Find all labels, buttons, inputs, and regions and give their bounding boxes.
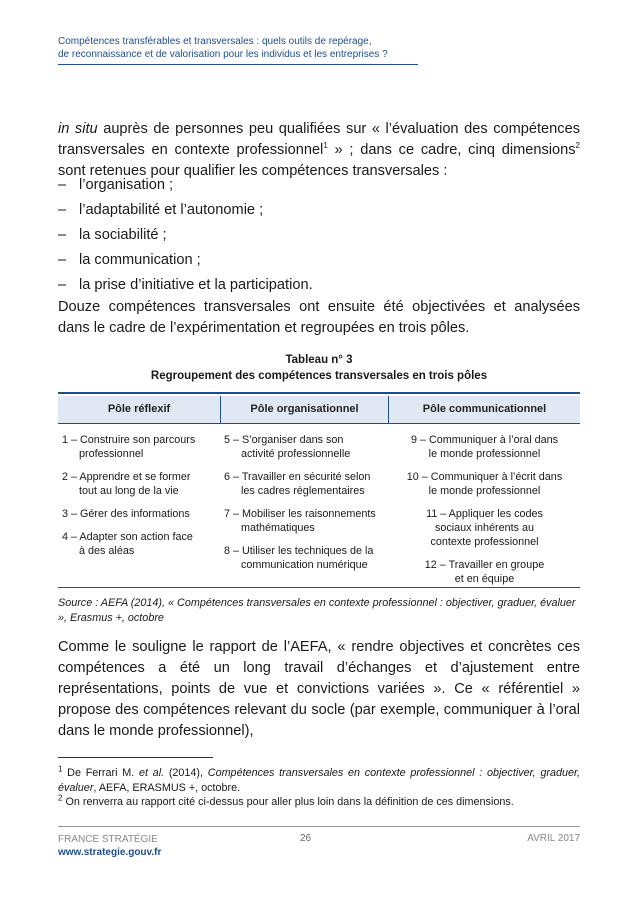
list-item-text: l’adaptabilité et l’autonomie ; [79,202,264,218]
footnote-number: 1 [58,764,63,774]
table-number: Tableau n° 3 [285,354,353,366]
list-item-text: l’organisation ; [79,177,174,193]
cell-line: le monde professionnel [428,485,541,497]
cell-line: contexte professionnel [430,536,539,548]
table-title: Regroupement des compétences transversales en trois pôles [150,370,488,382]
cell-line: activité professionnelle [241,448,351,460]
table-top-rule [58,392,580,394]
fn1-etal: et al. [138,767,165,779]
table-column-reflexif [62,433,217,567]
header-rule [58,64,418,65]
cell-line: communication numérique [241,559,368,571]
cell-line: tout au long de la vie [79,485,179,497]
table-header-row [58,396,580,423]
footer-rule [58,826,580,827]
italic-in-situ: in situ [58,121,98,137]
cell-line: 8 – Utiliser les techniques de la [224,545,374,557]
cell-line: 3 – Gérer des informations [62,508,190,520]
footnote-1 [58,766,580,796]
footnote-ref-1[interactable]: 1 [323,141,328,151]
bullet-dash: – [58,277,67,293]
cell-line: les cadres réglementaires [241,485,365,497]
bullet-dash: – [58,252,67,268]
fn1-text: , AEFA, ERASMUS +, octobre. [93,782,241,794]
paragraph-douze: Douze compétences transversales ont ensuite été objectivées et analysées dans le cadre de l’expérimentation et regroupées en trois pôles. [58,299,580,336]
cell-line: et en équipe [454,573,515,585]
table-cell [389,558,580,586]
paragraph-aefa: Comme le souligne le rapport de l’AEFA, « rendre objectives et concrètes ces compétences a été un long travail d’échanges et d’ajustement entre représentations, points de vue et convictions variées ». Ce « référentiel » propose des compétences relevant du socle (par exemple, communiquer à l’oral dans le monde professionnel), [58,639,580,739]
table-cell [389,470,580,498]
cell-line: sociaux inhérents au [434,522,535,534]
running-header-line-2: de reconnaissance et de valorisation pour les individus et les entreprises ? [58,49,388,60]
footnote-2 [58,795,580,810]
bullet-dash: – [58,177,67,193]
cell-line: à des aléas [79,545,135,557]
cell-line: 4 – Adapter son action face [62,531,193,543]
table-header-cell: Pôle réflexif [107,403,171,415]
para1-text-b: » ; dans ce cadre, cinq dimensions [327,142,576,158]
table-cell [389,433,580,461]
list-item [58,173,580,198]
table-column-communicationnel [389,433,580,595]
para1-text-a: auprès de personnes peu qualifiées sur « l’évaluation des compétences transversales en contexte professionnel [58,121,580,158]
table-cell [224,544,389,572]
footnote-number: 2 [58,793,63,803]
table-column-organisationnel [224,433,389,581]
table-cell [224,470,389,498]
dimension-list [58,173,580,298]
fn1-title: Compétences transversales en contexte professionnel : objectiver, graduer, évaluer [58,767,580,794]
cell-line: 9 – Communiquer à l’oral dans [410,434,559,446]
cell-line: 2 – Apprendre et se former [62,471,191,483]
cell-line: 10 – Communiquer à l’écrit dans [406,471,563,483]
table-cell [62,470,217,498]
footer-url-link[interactable]: www.strategie.gouv.fr [58,847,162,858]
cell-line: le monde professionnel [428,448,541,460]
table-source: Source : AEFA (2014), « Compétences transversales en contexte professionnel : objectiver, graduer, évaluer », Erasmus +, octobre [58,597,576,624]
table-cell [62,433,217,461]
bullet-dash: – [58,202,67,218]
list-item [58,273,580,298]
list-item-text: la prise d’initiative et la participation. [79,277,313,293]
table-cell [224,433,389,461]
footer-org-block [58,833,161,859]
footnote-ref-2[interactable]: 2 [575,141,580,151]
list-item [58,198,580,223]
footer-date: AVRIL 2017 [527,833,580,844]
footnote-separator [58,757,213,758]
table-cell [389,507,580,549]
table-bottom-rule [58,587,580,588]
table-header-cell: Pôle organisationnel [250,403,359,415]
fn1-text: De Ferrari M. [62,767,139,779]
fn2-text: On renverra au rapport cité ci-dessus pour aller plus loin dans la définition de ces dimensions. [62,796,514,808]
table-cell [224,507,389,535]
bullet-dash: – [58,227,67,243]
table-cell [62,507,217,521]
cell-line: mathématiques [241,522,315,534]
running-header-line-1: Compétences transférables et transversales : quels outils de repérage, [58,36,372,47]
page-number: 26 [300,833,312,844]
table-header-cell: Pôle communicationnel [422,403,547,415]
fn1-text: (2014), [164,767,208,779]
table-cell [62,530,217,558]
cell-line: 1 – Construire son parcours [62,434,196,446]
footer-org: FRANCE STRATÉGIE [58,834,158,845]
cell-line: 7 – Mobiliser les raisonnements [224,508,376,520]
table-header-rule [58,423,580,424]
cell-line: 6 – Travailler en sécurité selon [224,471,371,483]
list-item [58,248,580,273]
cell-line: 5 – S’organiser dans son [224,434,344,446]
para1-text-c: sont retenues pour qualifier les compétences transversales : [58,163,448,179]
list-item [58,223,580,248]
cell-line: professionnel [79,448,144,460]
list-item-text: la communication ; [79,252,201,268]
running-header [58,35,418,61]
list-item-text: la sociabilité ; [79,227,167,243]
cell-line: 11 – Appliquer les codes [426,508,543,520]
cell-line: 12 – Travailler en groupe [424,559,545,571]
